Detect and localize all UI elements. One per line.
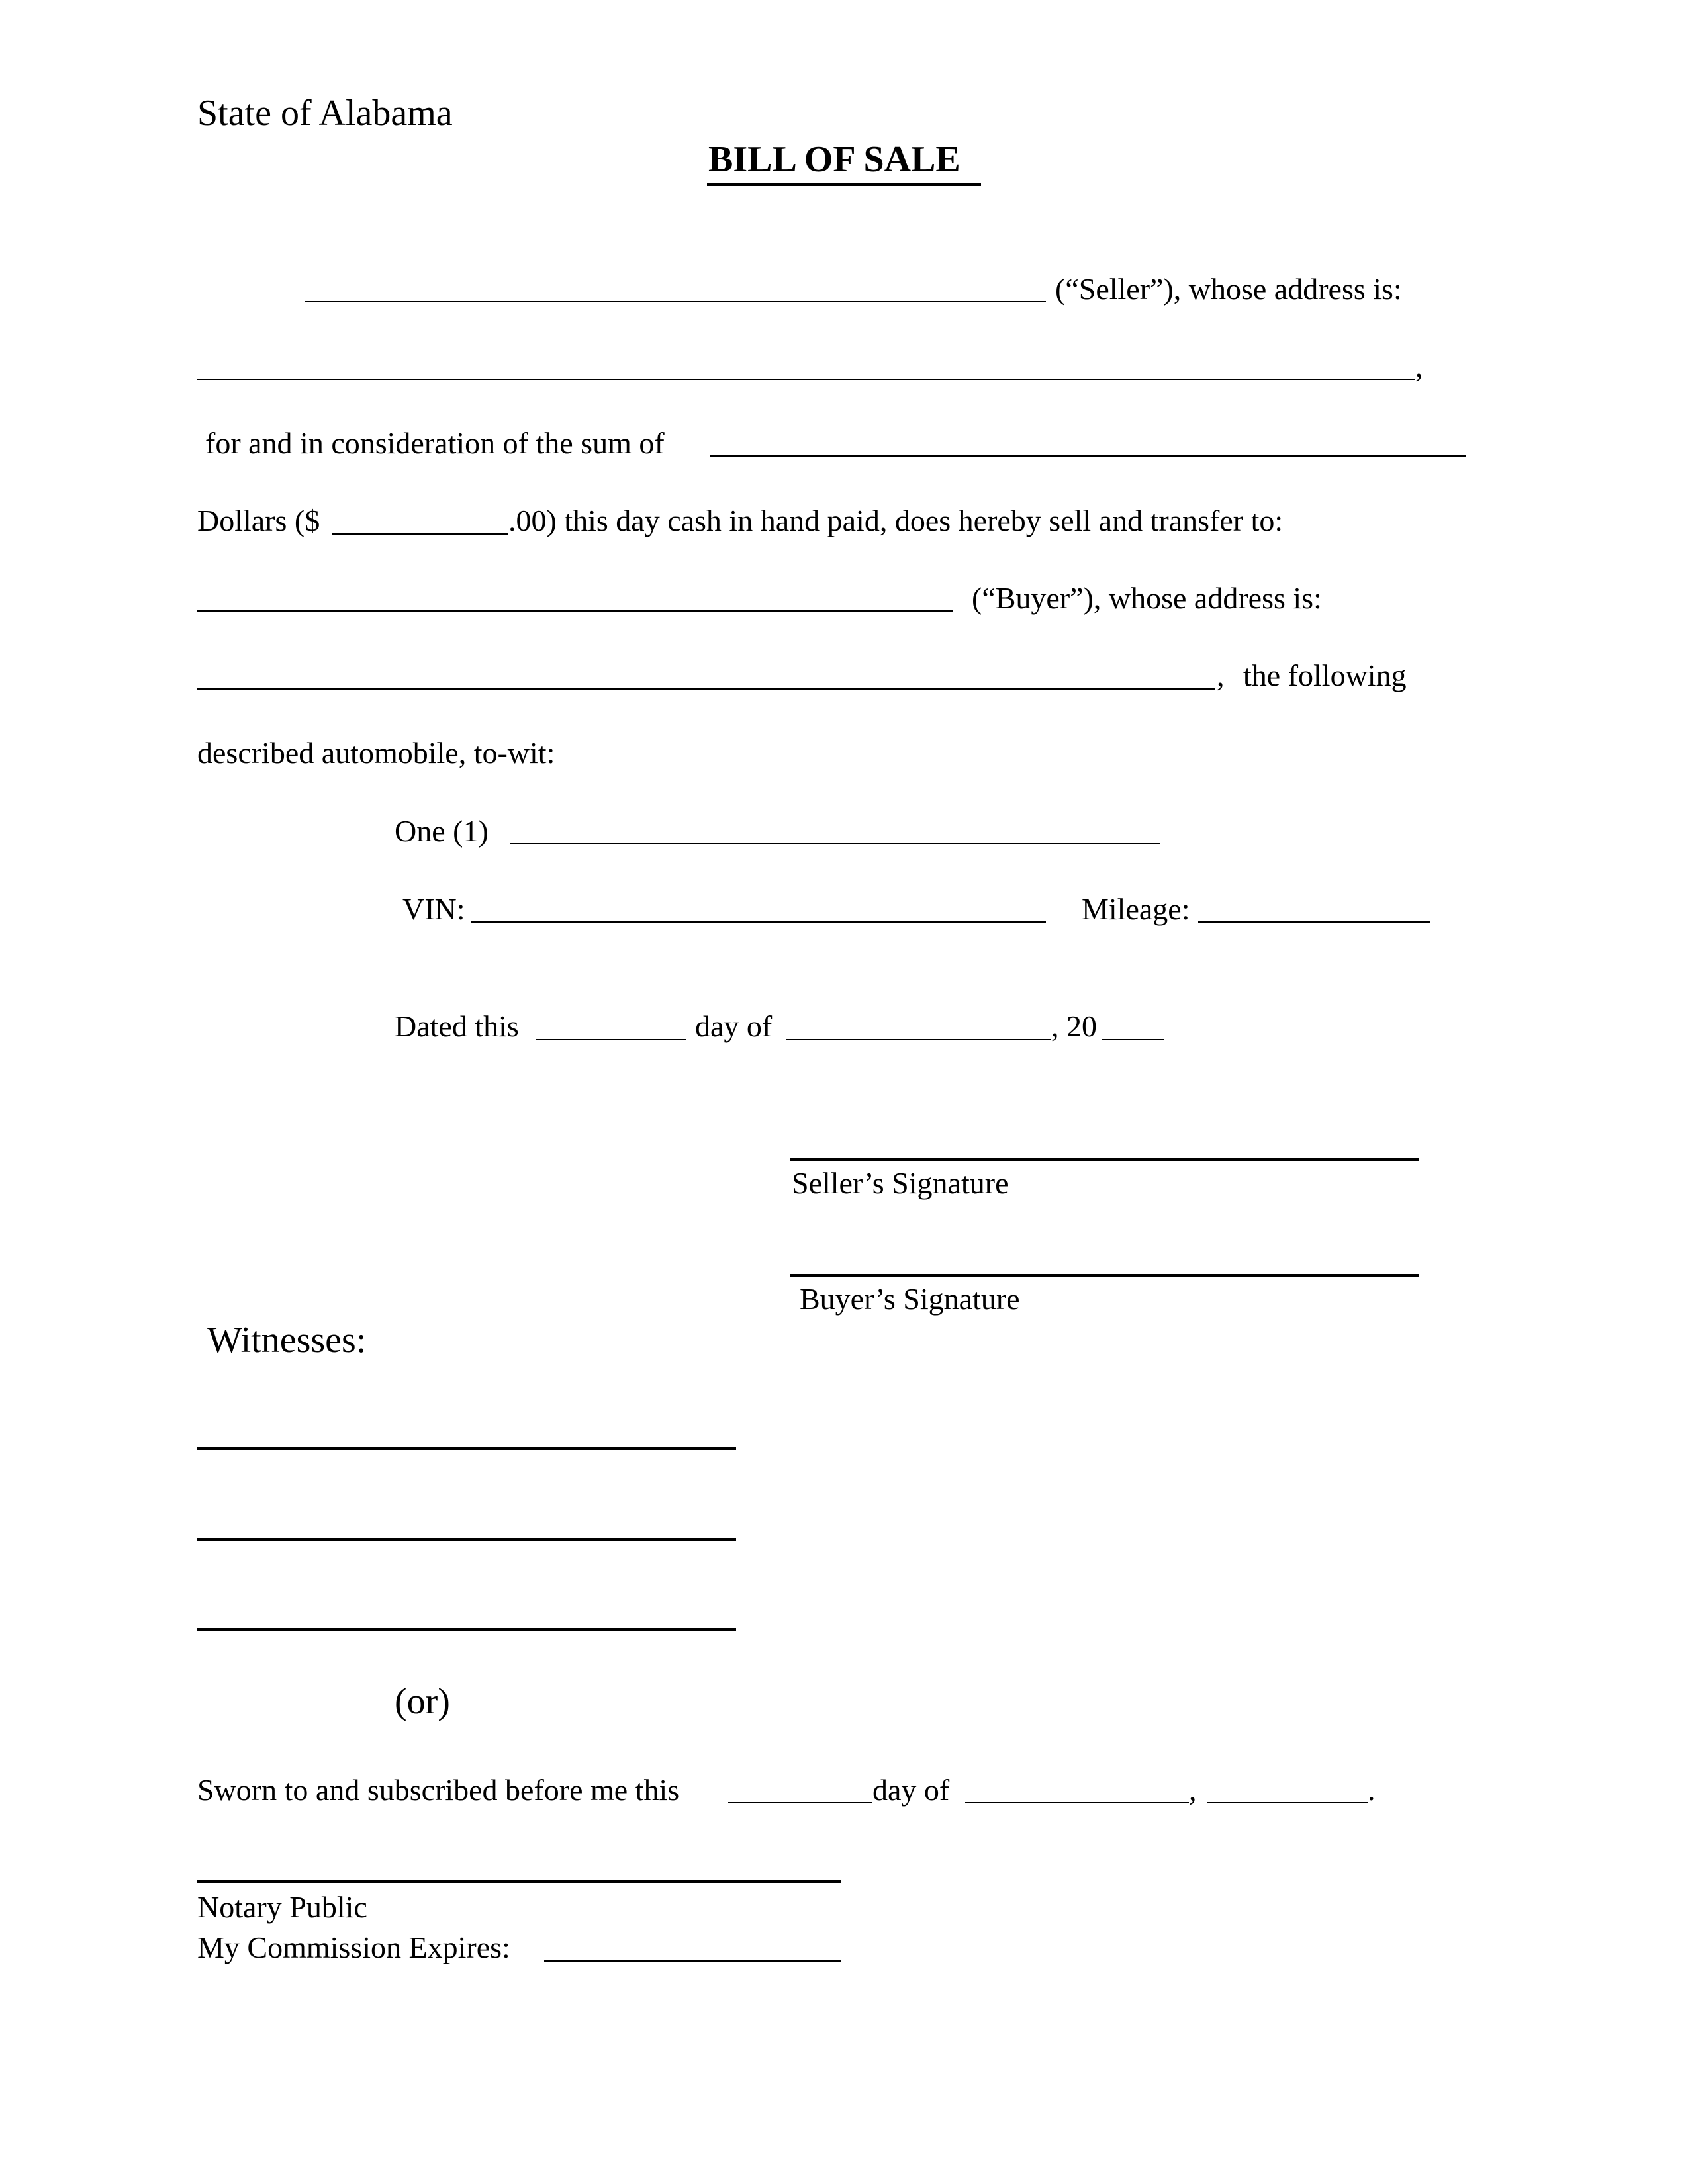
or-text: (or) <box>395 1681 450 1722</box>
sworn-year-field[interactable] <box>1207 1802 1368 1803</box>
buyer-name-field[interactable] <box>197 610 953 612</box>
sworn-comma: , <box>1189 1773 1197 1807</box>
buyer-address-field[interactable] <box>197 688 1215 690</box>
buyer-signature-line[interactable] <box>790 1274 1419 1277</box>
dollars-prefix: Dollars ($ <box>197 504 320 537</box>
seller-address-comma: , <box>1415 349 1423 383</box>
seller-signature-label: Seller’s Signature <box>792 1166 1009 1200</box>
sworn-period: . <box>1368 1773 1376 1807</box>
witness-line-1[interactable] <box>197 1447 736 1450</box>
buyer-clause: (“Buyer”), whose address is: <box>972 581 1322 615</box>
state-name: State of Alabama <box>197 93 453 134</box>
seller-clause: (“Seller”), whose address is: <box>1055 272 1402 306</box>
dated-prefix: Dated this <box>395 1009 519 1043</box>
mileage-field[interactable] <box>1198 921 1430 923</box>
title-underline <box>707 183 981 186</box>
seller-address-field[interactable] <box>197 379 1415 380</box>
buyer-signature-label: Buyer’s Signature <box>800 1282 1020 1316</box>
commission-expires-field[interactable] <box>544 1960 841 1962</box>
sworn-day-of: day of <box>872 1773 950 1807</box>
notary-signature-line[interactable] <box>197 1880 841 1883</box>
dated-month-field[interactable] <box>786 1039 1051 1040</box>
witnesses-heading: Witnesses: <box>207 1320 367 1361</box>
described-automobile-text: described automobile, to-wit: <box>197 736 555 770</box>
buyer-address-comma: , <box>1217 659 1225 692</box>
vehicle-description-field[interactable] <box>510 843 1160 844</box>
witness-line-3[interactable] <box>197 1628 736 1631</box>
dated-day-field[interactable] <box>536 1039 686 1040</box>
dated-year-field[interactable] <box>1102 1039 1164 1040</box>
document-title: BILL OF SALE <box>708 139 961 180</box>
mileage-label: Mileage: <box>1082 892 1190 926</box>
sum-words-field[interactable] <box>710 455 1466 457</box>
vin-field[interactable] <box>471 921 1046 923</box>
sworn-day-field[interactable] <box>728 1802 872 1803</box>
dated-day-of: day of <box>695 1009 773 1043</box>
vin-label: VIN: <box>402 892 465 926</box>
notary-label: Notary Public <box>197 1890 367 1924</box>
dollar-amount-field[interactable] <box>332 533 508 535</box>
consideration-text: for and in consideration of the sum of <box>205 426 665 460</box>
dated-year-prefix: , 20 <box>1051 1009 1097 1043</box>
commission-label: My Commission Expires: <box>197 1931 510 1964</box>
witness-line-2[interactable] <box>197 1538 736 1541</box>
the-following-text: the following <box>1243 659 1407 692</box>
one-label: One (1) <box>395 814 489 848</box>
seller-name-field[interactable] <box>305 301 1046 302</box>
dollars-suffix: .00) this day cash in hand paid, does hereby sell and transfer to: <box>508 504 1284 537</box>
sworn-month-field[interactable] <box>965 1802 1189 1803</box>
sworn-prefix: Sworn to and subscribed before me this <box>197 1773 680 1807</box>
seller-signature-line[interactable] <box>790 1158 1419 1161</box>
